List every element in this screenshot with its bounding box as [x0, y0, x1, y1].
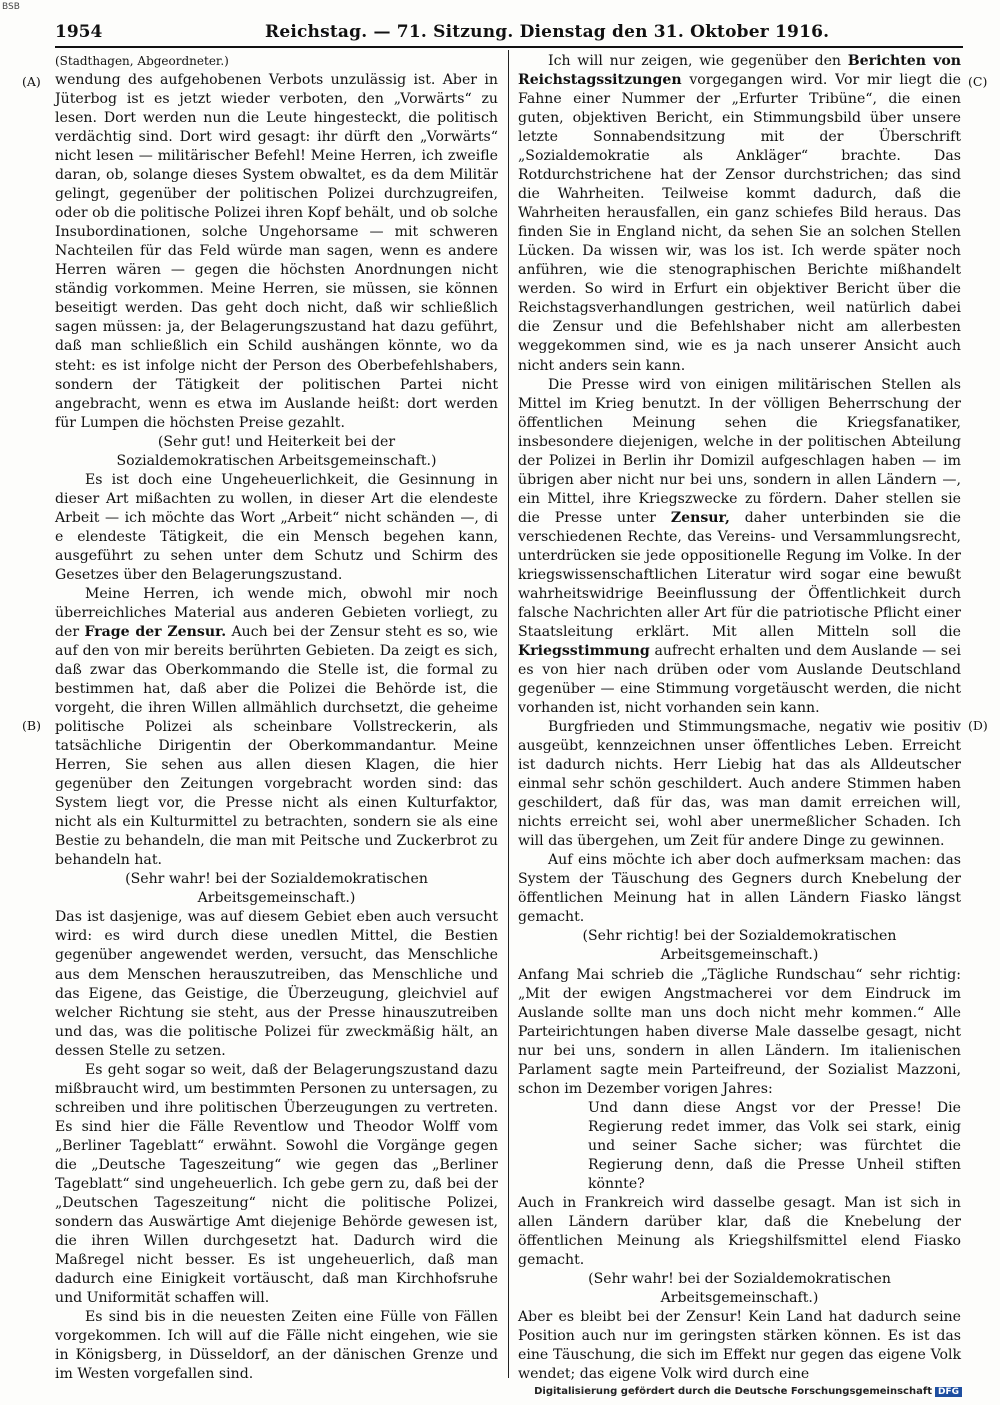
bold-keyword: Frage der Zensur. [84, 623, 227, 640]
interjection: (Sehr gut! und Heiterkeit bei der Sozialdemokratischen Arbeitsgemeinschaft.) [116, 433, 437, 469]
left-column [55, 52, 498, 1384]
paragraph [55, 585, 498, 870]
margin-marker-d: (D) [968, 718, 988, 733]
dfg-logo: DFG [935, 1387, 962, 1397]
column-divider [508, 50, 509, 1378]
paragraph-text: Ich will nur zeigen, wie gegenüber den [548, 53, 848, 69]
header-rule [55, 46, 963, 48]
paragraph-text: Meine Herren, ich wende mich, obwohl mir noch überreichliches Material aus anderen Gebieten vorliegt, zu der [55, 585, 498, 640]
paragraph [518, 52, 961, 376]
paragraph: Es geht sogar so weit, daß der Belagerungszustand dazu mißbraucht wird, um bestimmten Personen zu untersagen, zu schreiben und ihre politischen Überzeugungen zu vertreten. Es sind hier die Fälle Reventlow und Theodor Wolff vom „Berliner Tageblatt“ erwähnt. Sowohl die Vorgänge gegen die „Deutsche Tageszeitung“ wie gegen das „Berliner Tageblatt“ sind ungeheuerlich. Ich gebe gern zu, daß bei der „Deutschen Tageszeitung“ nicht die politische Polizei, sondern das Auswärtige Amt diejenige Behörde gewesen ist, die ihren Willen durchgesetzt hat. Dadurch wird die Maßregel nicht besser. Es ist ungeheuerlich, daß man dadurch eine Einigkeit vortäuscht, daß man Kirchhofsruhe und Uniformität schaffen will. [55, 1061, 498, 1307]
paragraph-text: vorgegangen wird. Vor mir liegt die Fahne einer Nummer der „Erfurter Tribüne“, die einen guten, objektiven Bericht, ein Stimmungsbild über unsere letzte Sonnabendsitzung mit der Überschrift „Sozialdemokratie als Ankläger“ brachte. Das Rotdurchstrichene hat der Zensor durchstrichen; das sind die Wahrheiten. Teilweise kommt dadurch, daß die Wahrheiten herausfallen, ein ganz schiefes Bild heraus. Das finden Sie in England nicht, da sehen Sie an solchen Stellen Lücken. Da wissen wir, was los ist. Ich werde später noch anführen, wie die stenographischen Berichte mißhandelt werden. So wird in Erfurt ein objektiver Bericht über die Reichstagsverhandlungen gestrichen, weil natürlich dabei die Zensur und die Befehlshaber nicht am allerbesten weggekommen sind, wie es ja nach unserer Ansicht auch nicht anders sein kann. [518, 72, 961, 374]
paragraph-text: daher unterbinden sie die verschiedenen Rechte, das Vereins- und Versammlungsrecht, unterdrücken sie jede oppositionelle Regung im Volke. In der kriegswissenschaftlichen Literatur wird sogar eine bewußt wahrheitswidrige Beeinflussung der Öffentlichkeit durch falsche Nachrichten aller Art für die patriotische Pflicht einer Staatsleitung erklärt. Mit allen Mitteln soll die [518, 509, 961, 640]
page-header [55, 22, 963, 44]
margin-marker-c: (C) [968, 74, 988, 89]
running-head: Reichstag. — 71. Sitzung. Dienstag den 31. Oktober 1916. [265, 22, 830, 42]
speaker-attribution: (Stadthagen, Abgeordneter.) [55, 54, 229, 68]
page-number: 1954 [55, 22, 103, 42]
library-watermark: BSB [2, 2, 20, 12]
right-column [518, 52, 961, 1384]
paragraph: wendung des aufgehobenen Verbots unzulässig ist. Aber in Jüterbog ist es jetzt wieder verboten, den „Vorwärts“ zu lesen. Dort werden nun die Leute hingesteckt, die politisch verdächtig sind. Dort wird gesagt: ihr dürft den „Vorwärts“ nicht lesen — militärischer Befehl! Meine Herren, ich zweifle daran, ob, solange dieses System obwaltet, es da dem Militär gelingt, gegenüber der politischen Polizei durchzugreifen, oder ob die politische Polizei ihren Kopf behält, und ob solche Insubordinationen, solche Ungehorsame — mit schweren Nachteilen für das Feld würde man sagen, wenn es andere Herren wären — gegen die höchsten Anordnungen nicht ständig vorkommen. Meine Herren, sie müssen, sie können beseitigt werden. Das geht doch nicht, daß wir schließlich sagen müssen: ja, der Belagerungszustand hat dazu geführt, daß man schließlich ein Schild aushängen könnte, wo da steht: es ist infolge nicht der Person des Oberbefehlshabers, sondern der Tätigkeit der politischen Partei nicht angebracht, wenn es etwa im Auslande heißt: dort werden für Lumpen die höchsten Preise gezahlt. [55, 72, 499, 431]
interjection: (Sehr wahr! bei der Sozialdemokratischen Arbeitsgemeinschaft.) [125, 871, 428, 907]
footer-text: Digitalisierung gefördert durch die Deutsche Forschungsgemeinschaft [534, 1386, 932, 1397]
paragraph-text: aufrecht erhalten und dem Auslande — sei es von hier nach drüben oder vom Auslande Deutschland gegenüber — eine Stimmung vorgetäuscht werden, die nicht vorhanden ist, nicht vorhanden sein kann. [518, 642, 961, 717]
margin-marker-a: (A) [22, 74, 41, 89]
interjection: (Sehr richtig! bei der Sozialdemokratischen Arbeitsgemeinschaft.) [582, 928, 897, 964]
bold-keyword: Berichten von Reichstagssitzungen [518, 53, 961, 89]
quotation: Und dann diese Angst vor der Presse! Die Regierung redet immer, das Volk sei stark, einig und seiner Sache sicher; was fürchtet die Regierung denn, daß die Presse Unheil stiften könnte? [588, 1099, 961, 1192]
bold-keyword: Kriegsstimmung [518, 642, 650, 659]
margin-marker-b: (B) [22, 718, 41, 733]
paragraph: Burgfrieden und Stimmungsmache, negativ wie positiv ausgeübt, kennzeichnen unser öffentliches Leben. Erreicht ist dadurch nichts. Herr Liebig hat das als Alldeutscher einmal sehr schön geschildert. Auch andere Stimmen haben geschildert, daß für das, was man damit erreichen will, nichts erreicht sei, wohl aber unermeßlicher Schaden. Ich will das übergehen, um Zeit für andere Dinge zu gewinnen. [518, 719, 961, 850]
paragraph: Es ist doch eine Ungeheuerlichkeit, die Gesinnung in dieser Art mißachten zu wollen, in dieser Art die elendeste Arbeit — ich möchte das Wort „Arbeit“ nicht schänden —, di e elendeste Tätigkeit, die ein Mensch begehen kann, ausgeführt zu sehen unter dem Schutz und Schirm des Gesetzes über den Belagerungszustand. [55, 471, 498, 583]
paragraph-text: Die Presse wird von einigen militärischen Stellen als Mittel im Krieg benutzt. In der völligen Beherrschung der öffentlichen Meinung sehen die Kriegsfanatiker, insbesondere diejenigen, welche in der politischen Abteilung der Polizei in Berlin ihr Domizil aufgeschlagen haben — im übrigen aber nicht nur bei uns, sondern in allen Ländern —, ein Mittel, ihre Kriegszwecke zu fördern. Daher stellen sie die Presse unter [518, 376, 961, 526]
bold-keyword: Zensur, [670, 509, 730, 526]
paragraph-text: Auch bei der Zensur steht es so, wie auf den von mir bereits berührten Gebieten. Da zeigt es sich, daß zwar das Oberkommando die Stelle ist, die formal zu bestimmen hat, daß aber die Polizei die Behörde ist, die vorgeht, die ihren Willen allmählich durchsetzt, die geheime politische Polizei als scheinbare Vollstreckerin, als tatsächliche Dirigentin der Oberkommandantur. Meine Herren, Sie sehen aus allen diesen Klagen, die hier gegenüber den Zeitungen vorgebracht worden sind: das System liegt vor, die Presse nicht als einen Kulturfaktor, nicht als ein Kulturmittel zu betrachten, sondern sie als eine Bestie zu behandeln, die man mit Peitsche und Zuckerbrot zu behandeln hat. [55, 623, 498, 869]
paragraph: Das ist dasjenige, was auf diesem Gebiet eben auch versucht wird: es wird durch diese unedlen Mittel, die Bestien gegenüber angewendet werden, versucht, das Menschliche aus dem Menschen herauszutreiben, das Menschliche und das Eigene, das Geistige, die Überzeugung, gleichviel auf welcher Richtung sie steht, aus der Presse hinauszutreiben und das, was die politische Polizei für zweckmäßig hält, an dessen Stelle zu setzen. [55, 909, 498, 1059]
paragraph: Aber es bleibt bei der Zensur! Kein Land hat dadurch seine Position auch nur im geringsten stärken können. Es ist das eine Täuschung, die sich im Effekt nur gegen das eigene Volk wendet; das eigene Volk wird durch eine [518, 1309, 961, 1383]
footer-credit [534, 1386, 962, 1397]
paragraph [518, 376, 961, 719]
paragraph: Auch in Frankreich wird dasselbe gesagt. Man ist sich in allen Ländern darüber klar, daß die Knebelung der öffentlichen Meinung als Kriegshilfsmittel elend Fiasko gemacht. [518, 1194, 961, 1268]
paragraph: Anfang Mai schrieb die „Tägliche Rundschau“ sehr richtig: „Mit der ewigen Angstmacherei vor dem Eindruck im Auslande sollte man uns doch nicht mehr kommen.“ Alle Parteirichtungen haben diverse Male dasselbe gesagt, nicht nur bei uns, sondern in allen Ländern. Im italienischen Parlament sagte mein Parteifreund, der Sozialist Mazzoni, schon im Dezember vorigen Jahres: [518, 966, 961, 1097]
paragraph: Es sind bis in die neuesten Zeiten eine Fülle von Fällen vorgekommen. Ich will auf die Fälle nicht eingehen, wie sie in Königsberg, in Düsseldorf, an der dänischen Grenze und im Westen vorgefallen sind. [55, 1309, 498, 1383]
paragraph: Auf eins möchte ich aber doch aufmerksam machen: das System der Täuschung des Gegners durch Knebelung der öffentlichen Meinung hat in allen Ländern Fiasko längst gemacht. [518, 852, 961, 926]
interjection: (Sehr wahr! bei der Sozialdemokratischen Arbeitsgemeinschaft.) [588, 1271, 891, 1307]
